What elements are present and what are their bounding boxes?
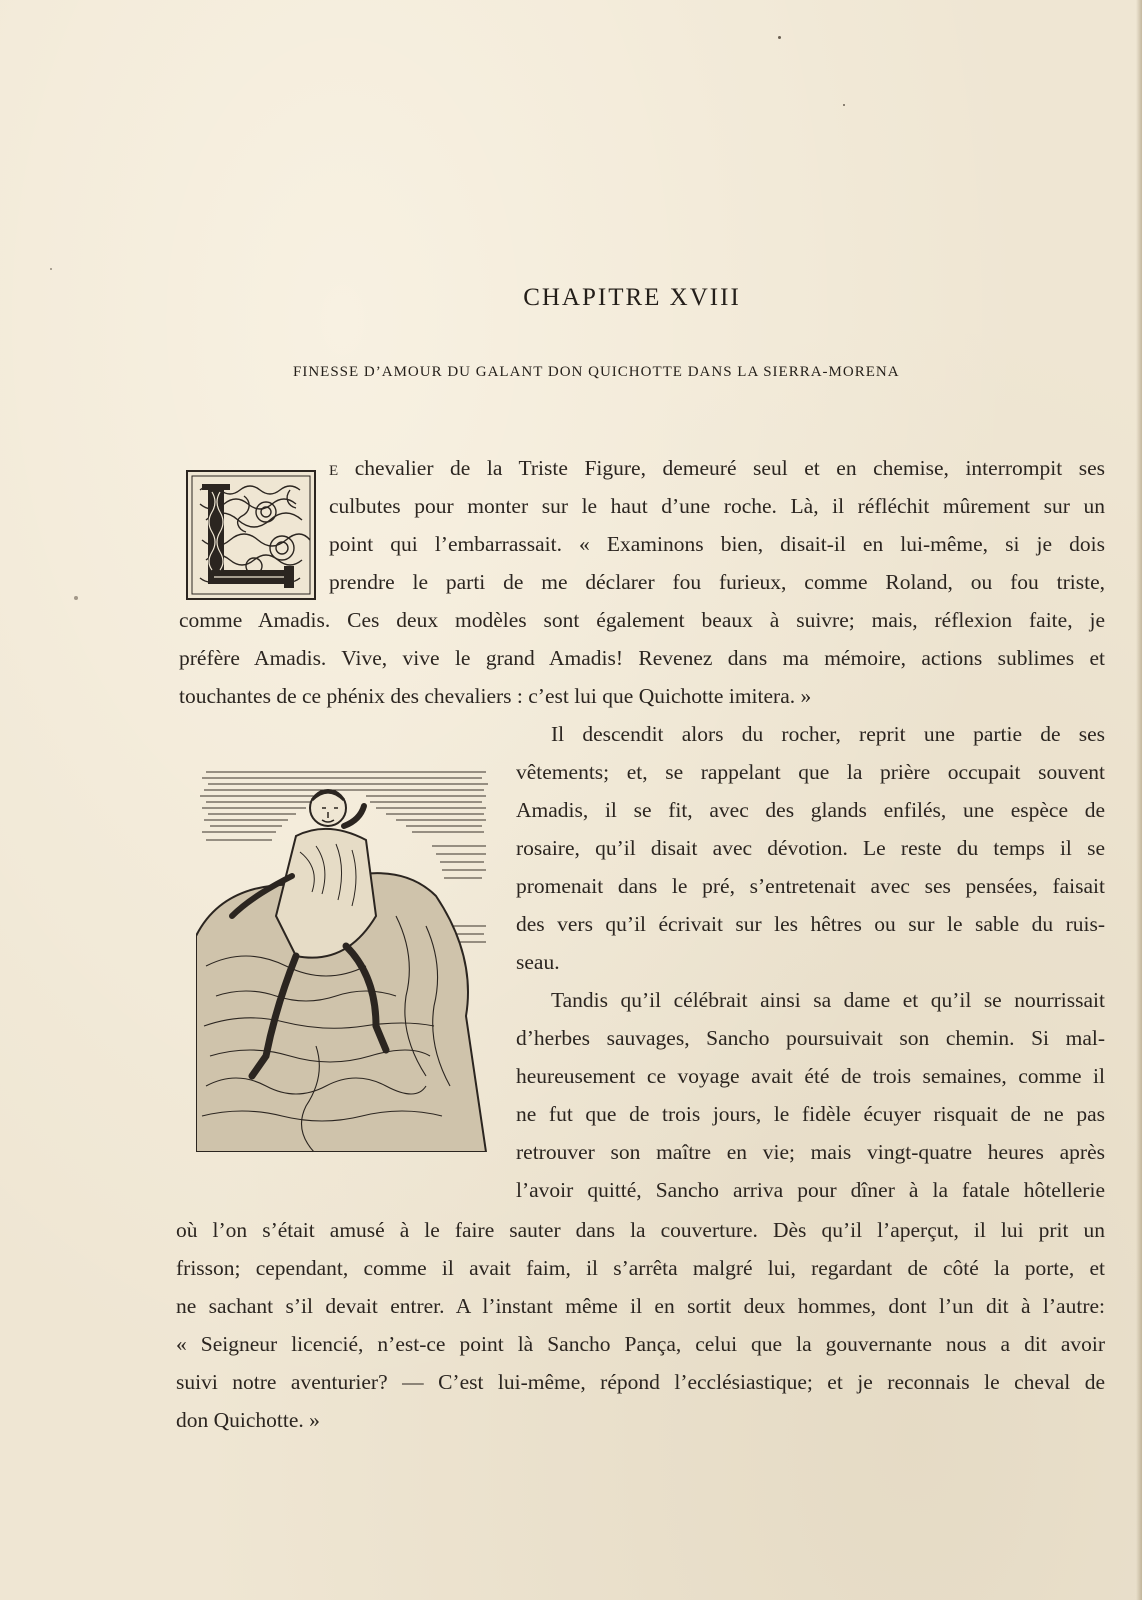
text-line: ne sachant s’il devait entrer. A l’instant même il en sortit deux hommes, dont l’un dit à l’autre: bbox=[176, 1294, 1105, 1318]
text-line: « Seigneur licencié, n’est-ce point là Sancho Pança, celui que la gouvernante nous a dit avoir bbox=[176, 1332, 1105, 1356]
paper-speck bbox=[843, 104, 845, 106]
page-edge bbox=[1136, 0, 1142, 1600]
text-line: promenait dans le pré, s’entretenait avec ses pensées, faisait bbox=[516, 874, 1105, 898]
text-line: touchantes de ce phénix des chevaliers : c’est lui que Quichotte imitera. » bbox=[179, 684, 812, 708]
text-line: prendre le parti de me déclarer fou furieux, comme Roland, ou fou triste, bbox=[329, 570, 1105, 594]
text-line: heureusement ce voyage avait été de trois semaines, comme il bbox=[516, 1064, 1105, 1088]
paper-speck bbox=[50, 268, 52, 270]
text-line: où l’on s’était amusé à le faire sauter dans la couverture. Dès qu’il l’aperçut, il lui prit un bbox=[176, 1218, 1105, 1242]
drop-cap-continuation: e bbox=[329, 456, 339, 480]
text-line: ne fut que de trois jours, le fidèle écuyer risquait de ne pas bbox=[516, 1102, 1105, 1126]
text-line: comme Amadis. Ces deux modèles sont également beaux à suivre; mais, réflexion faite, je bbox=[179, 608, 1105, 632]
paper-speck bbox=[778, 36, 781, 39]
paper-speck bbox=[74, 596, 78, 600]
text-line: culbutes pour monter sur le haut d’une roche. Là, il réfléchit mûrement sur un bbox=[329, 494, 1105, 518]
text-line bbox=[329, 458, 1105, 480]
text-line: retrouver son maître en vie; mais vingt-quatre heures après bbox=[516, 1140, 1105, 1164]
text-line: des vers qu’il écrivait sur les hêtres ou sur le sable du ruis- bbox=[516, 912, 1105, 936]
text-line: suivi notre aventurier? — C’est lui-même, répond l’ecclésiastique; et je reconnais le cheval de bbox=[176, 1370, 1105, 1394]
text-line: don Quichotte. » bbox=[176, 1408, 320, 1432]
text-line: préfère Amadis. Vive, vive le grand Amadis! Revenez dans ma mémoire, actions sublimes et bbox=[179, 646, 1105, 670]
text-line: l’avoir quitté, Sancho arriva pour dîner à la fatale hôtellerie bbox=[516, 1178, 1105, 1202]
text-line: Amadis, il se fit, avec des glands enfilés, une espèce de bbox=[516, 798, 1105, 822]
text-line-rest: chevalier de la Triste Figure, demeuré seul et en chemise, interrompit ses bbox=[338, 456, 1105, 480]
engraving-illustration bbox=[196, 766, 494, 1152]
chapter-subtitle: FINESSE D’AMOUR DU GALANT DON QUICHOTTE DANS LA SIERRA-MORENA bbox=[293, 364, 900, 380]
chapter-title: CHAPITRE XVIII bbox=[523, 284, 741, 311]
ornamental-initial-icon bbox=[186, 470, 316, 600]
text-line: Il descendit alors du rocher, reprit une partie de ses bbox=[551, 722, 1105, 746]
text-line: rosaire, qu’il disait avec dévotion. Le reste du temps il se bbox=[516, 836, 1105, 860]
text-line: point qui l’embarrassait. « Examinons bien, disait-il en lui-même, si je dois bbox=[329, 532, 1105, 556]
text-line: d’herbes sauvages, Sancho poursuivait son chemin. Si mal- bbox=[516, 1026, 1105, 1050]
text-line: seau. bbox=[516, 950, 560, 974]
text-line: frisson; cependant, comme il avait faim, il s’arrêta malgré lui, regardant de côté la porte, et bbox=[176, 1256, 1105, 1280]
text-line: vêtements; et, se rappelant que la prière occupait souvent bbox=[516, 760, 1105, 784]
text-line: Tandis qu’il célébrait ainsi sa dame et qu’il se nourrissait bbox=[551, 988, 1105, 1012]
